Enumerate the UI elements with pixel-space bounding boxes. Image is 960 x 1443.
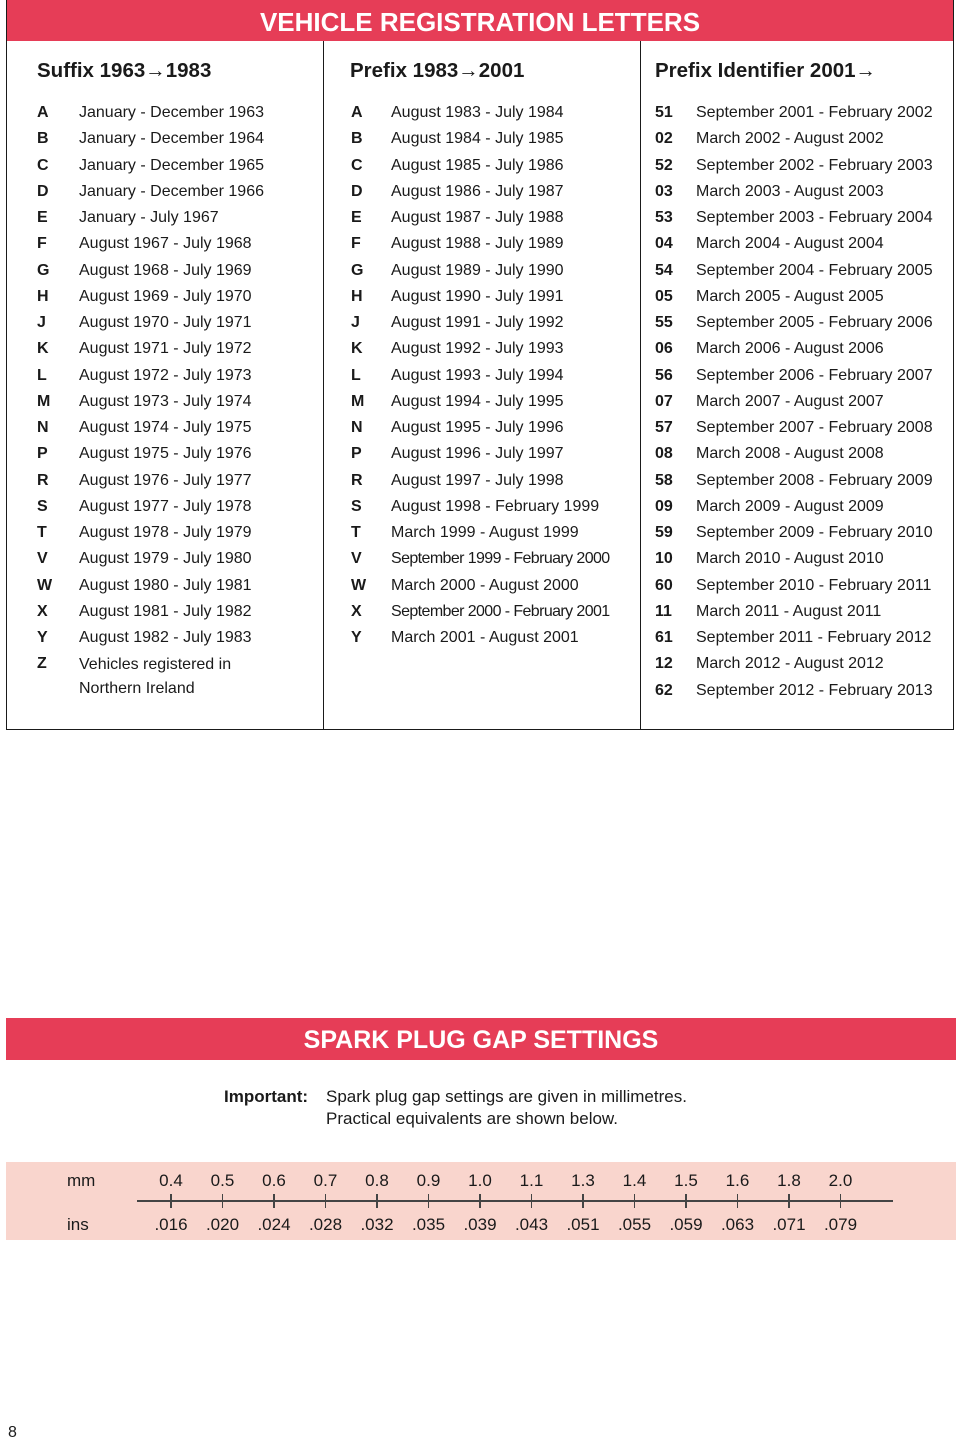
- identifier-code: 10: [655, 550, 673, 568]
- prefix-code: T: [351, 524, 361, 541]
- identifier-date-range: September 2012 - February 2013: [696, 681, 933, 699]
- scale-tick: [376, 1194, 378, 1208]
- mm-value: 0.7: [313, 1171, 338, 1190]
- identifier-date-range: September 2004 - February 2005: [696, 261, 933, 279]
- prefix-row: [324, 524, 641, 550]
- identifier-date-range: March 2008 - August 2008: [696, 445, 884, 463]
- identifier-row: [641, 550, 956, 576]
- suffix-date-range: August 1978 - July 1979: [79, 524, 252, 541]
- identifier-code: 02: [655, 130, 673, 148]
- prefix-date-range: August 1995 - July 1996: [391, 419, 564, 436]
- identifier-rows: [641, 104, 956, 708]
- identifier-code: 61: [655, 629, 673, 646]
- prefix-code: M: [351, 392, 365, 410]
- identifier-date-range: March 2011 - August 2011: [696, 602, 882, 620]
- prefix-row: [324, 419, 641, 445]
- suffix-heading: Suffix 1963→1983: [37, 59, 212, 82]
- prefix-code: L: [351, 366, 361, 384]
- identifier-row: [641, 340, 956, 366]
- prefix-row: [324, 130, 641, 156]
- scale-tick: [788, 1194, 790, 1208]
- identifier-code: 59: [655, 524, 673, 541]
- prefix-date-range: August 1990 - July 1991: [391, 287, 564, 305]
- ins-label: ins: [67, 1215, 89, 1234]
- suffix-row: [7, 340, 323, 366]
- mm-value: 1.6: [725, 1171, 750, 1190]
- gap-scale-line: [137, 1200, 893, 1202]
- prefix-code: Y: [351, 629, 362, 646]
- identifier-row: [641, 577, 956, 603]
- identifier-code: 09: [655, 497, 673, 515]
- prefix-row: [324, 104, 641, 130]
- suffix-code: H: [37, 287, 49, 305]
- prefix-code: E: [351, 209, 362, 226]
- suffix-row: [7, 629, 323, 655]
- ins-value: .028: [308, 1215, 343, 1234]
- identifier-date-range: March 2003 - August 2003: [696, 182, 884, 200]
- suffix-date-range: August 1970 - July 1971: [79, 314, 252, 331]
- suffix-date-range: August 1973 - July 1974: [79, 392, 252, 410]
- suffix-date-range: January - July 1967: [79, 209, 219, 226]
- identifier-code: 52: [655, 156, 673, 174]
- prefix-row: [324, 288, 641, 314]
- scale-tick: [273, 1194, 275, 1208]
- suffix-date-range: August 1977 - July 1978: [79, 497, 252, 515]
- suffix-row: [7, 183, 323, 209]
- scale-tick: [222, 1194, 224, 1208]
- identifier-row: [641, 655, 956, 681]
- ins-value: .043: [514, 1215, 549, 1234]
- identifier-date-range: March 2006 - August 2006: [696, 340, 884, 358]
- identifier-date-range: September 2011 - February 2012: [696, 629, 932, 646]
- identifier-date-range: September 2010 - February 2011: [696, 576, 932, 594]
- ins-value: .071: [772, 1215, 806, 1234]
- suffix-row: [7, 419, 323, 445]
- identifier-date-range: September 2001 - February 2002: [696, 104, 933, 121]
- identifier-row: [641, 235, 956, 261]
- suffix-code: Z: [37, 655, 47, 673]
- prefix-row: [324, 157, 641, 183]
- identifier-date-range: March 2002 - August 2002: [696, 130, 884, 148]
- prefix-heading: Prefix 1983→2001: [350, 59, 525, 82]
- suffix-row: [7, 472, 323, 498]
- suffix-row: [7, 577, 323, 603]
- prefix-date-range: August 1984 - July 1985: [391, 130, 564, 148]
- identifier-code: 04: [655, 235, 673, 253]
- identifier-row: [641, 498, 956, 524]
- identifier-row: [641, 629, 956, 655]
- identifier-row: [641, 603, 956, 629]
- suffix-row: [7, 104, 323, 130]
- identifier-date-range: March 2005 - August 2005: [696, 287, 884, 305]
- mm-value: 1.5: [674, 1171, 698, 1190]
- suffix-row: [7, 235, 323, 261]
- identifier-row: [641, 314, 956, 340]
- suffix-date-range: January - December 1966: [79, 182, 264, 200]
- prefix-code: N: [351, 419, 363, 436]
- suffix-date-range: January - December 1963: [79, 104, 264, 121]
- prefix-code: F: [351, 235, 361, 253]
- prefix-code: K: [351, 340, 363, 358]
- identifier-heading: Prefix Identifier 2001→: [655, 59, 877, 82]
- suffix-date-range: August 1974 - July 1975: [79, 419, 252, 436]
- ins-value: .055: [617, 1215, 652, 1234]
- prefix-row: [324, 629, 641, 655]
- identifier-code: 62: [655, 681, 673, 699]
- identifier-row: [641, 104, 956, 130]
- suffix-date-range: August 1982 - July 1983: [79, 629, 252, 646]
- suffix-row: [7, 262, 323, 288]
- prefix-date-range: August 1987 - July 1988: [391, 209, 564, 226]
- identifier-code: 51: [655, 104, 673, 121]
- prefix-row: [324, 314, 641, 340]
- mm-label: mm: [67, 1171, 96, 1190]
- suffix-date-range: August 1969 - July 1970: [79, 287, 252, 305]
- ins-value: .024: [257, 1215, 291, 1234]
- prefix-code: R: [351, 471, 363, 489]
- prefix-row: [324, 445, 641, 471]
- identifier-date-range: September 2007 - February 2008: [696, 419, 933, 436]
- identifier-date-range: September 2009 - February 2010: [696, 524, 933, 541]
- suffix-rows: [7, 104, 323, 705]
- mm-value: 2.0: [828, 1171, 853, 1190]
- suffix-code: S: [37, 497, 48, 515]
- prefix-code: X: [351, 602, 362, 620]
- suffix-code: A: [37, 104, 49, 121]
- ins-value: .016: [154, 1215, 188, 1234]
- identifier-code: 55: [655, 314, 673, 331]
- prefix-date-range: March 2000 - August 2000: [391, 576, 579, 594]
- important-label: Important:: [224, 1087, 309, 1106]
- identifier-code: 11: [655, 602, 672, 620]
- scale-tick: [325, 1194, 327, 1208]
- prefix-date-range: August 1985 - July 1986: [391, 156, 564, 174]
- suffix-row: [7, 130, 323, 156]
- suffix-date-range: August 1975 - July 1976: [79, 445, 252, 463]
- identifier-row: [641, 209, 956, 235]
- identifier-row: [641, 393, 956, 419]
- suffix-row: [7, 314, 323, 340]
- identifier-date-range: September 2006 - February 2007: [696, 366, 933, 384]
- identifier-date-range: September 2002 - February 2003: [696, 156, 933, 174]
- prefix-code: G: [351, 261, 364, 279]
- identifier-row: [641, 183, 956, 209]
- prefix-row: [324, 472, 641, 498]
- suffix-code: V: [37, 550, 48, 568]
- suffix-date-range: August 1979 - July 1980: [79, 550, 252, 568]
- prefix-code: A: [351, 104, 363, 121]
- suffix-code: C: [37, 156, 49, 174]
- identifier-row: [641, 472, 956, 498]
- suffix-column: [7, 41, 323, 729]
- prefix-row: [324, 498, 641, 524]
- suffix-date-range: Vehicles registered in Northern Ireland: [79, 656, 232, 698]
- prefix-row: [324, 262, 641, 288]
- suffix-date-range: January - December 1965: [79, 156, 264, 174]
- mm-value: 0.9: [416, 1171, 441, 1190]
- identifier-row: [641, 524, 956, 550]
- prefix-date-range: August 1998 - February 1999: [391, 497, 600, 515]
- scale-tick: [479, 1194, 481, 1208]
- mm-value: 1.3: [571, 1171, 595, 1190]
- suffix-date-range: August 1976 - July 1977: [79, 471, 252, 489]
- suffix-row: [7, 367, 323, 393]
- registration-title: VEHICLE REGISTRATION LETTERS: [6, 0, 954, 41]
- mm-value: 1.8: [777, 1171, 801, 1190]
- suffix-code: P: [37, 445, 48, 463]
- suffix-row: [7, 524, 323, 550]
- identifier-row: [641, 288, 956, 314]
- mm-value: 0.5: [210, 1171, 235, 1190]
- prefix-date-range: August 1986 - July 1987: [391, 182, 564, 200]
- prefix-row: [324, 603, 641, 629]
- ins-value: .051: [566, 1215, 600, 1234]
- ins-value: .020: [205, 1215, 240, 1234]
- scale-tick: [428, 1194, 430, 1208]
- ins-value: .059: [669, 1215, 703, 1234]
- prefix-date-range: August 1996 - July 1997: [391, 445, 564, 463]
- suffix-date-range: August 1968 - July 1969: [79, 261, 252, 279]
- suffix-row: [7, 445, 323, 471]
- identifier-date-range: March 2010 - August 2010: [696, 550, 884, 568]
- suffix-row: [7, 655, 323, 705]
- prefix-code: C: [351, 156, 363, 174]
- identifier-code: 08: [655, 445, 673, 463]
- identifier-code: 60: [655, 576, 673, 594]
- identifier-code: 05: [655, 287, 673, 305]
- suffix-row: [7, 157, 323, 183]
- identifier-code: 03: [655, 182, 673, 200]
- suffix-date-range: August 1981 - July 1982: [79, 602, 252, 620]
- identifier-code: 56: [655, 366, 673, 384]
- prefix-code: V: [351, 550, 362, 568]
- mm-value: 1.1: [519, 1171, 544, 1190]
- identifier-row: [641, 445, 956, 471]
- mm-value: 1.0: [468, 1171, 492, 1190]
- prefix-date-range: August 1989 - July 1990: [391, 261, 564, 279]
- scale-tick: [582, 1194, 584, 1208]
- prefix-date-range: August 1983 - July 1984: [391, 104, 564, 121]
- prefix-date-range: March 1999 - August 1999: [391, 524, 579, 541]
- suffix-row: [7, 288, 323, 314]
- suffix-code: D: [37, 182, 49, 200]
- suffix-code: M: [37, 392, 51, 410]
- prefix-row: [324, 340, 641, 366]
- mm-value: 0.4: [159, 1171, 183, 1190]
- registration-table: [6, 0, 954, 730]
- identifier-row: [641, 130, 956, 156]
- prefix-row: [324, 577, 641, 603]
- suffix-code: J: [37, 314, 46, 331]
- prefix-code: W: [351, 576, 367, 594]
- suffix-code: K: [37, 340, 49, 358]
- ins-value: .039: [463, 1215, 497, 1234]
- suffix-date-range: August 1980 - July 1981: [79, 576, 252, 594]
- suffix-row: [7, 603, 323, 629]
- scale-tick: [840, 1194, 842, 1208]
- prefix-rows: [324, 104, 641, 655]
- suffix-date-range: August 1972 - July 1973: [79, 366, 252, 384]
- suffix-date-range: August 1967 - July 1968: [79, 235, 252, 253]
- mm-value: 1.4: [622, 1171, 647, 1190]
- identifier-row: [641, 682, 956, 708]
- prefix-code: P: [351, 445, 362, 463]
- suffix-row: [7, 498, 323, 524]
- suffix-code: W: [37, 576, 53, 594]
- prefix-date-range: August 1988 - July 1989: [391, 235, 564, 253]
- prefix-row: [324, 235, 641, 261]
- suffix-row: [7, 550, 323, 576]
- suffix-code: X: [37, 602, 48, 620]
- identifier-date-range: March 2004 - August 2004: [696, 235, 884, 253]
- suffix-code: Y: [37, 629, 48, 646]
- identifier-date-range: March 2007 - August 2007: [696, 392, 884, 410]
- prefix-date-range: March 2001 - August 2001: [391, 629, 579, 646]
- important-note-line-2: Practical equivalents are shown below.: [326, 1109, 618, 1128]
- suffix-code: B: [37, 130, 49, 148]
- identifier-code: 12: [655, 655, 673, 673]
- suffix-code: F: [37, 235, 47, 253]
- prefix-date-range: September 2000 - February 2001: [391, 602, 610, 620]
- identifier-code: 58: [655, 471, 673, 489]
- identifier-code: 53: [655, 209, 673, 226]
- suffix-row: [7, 393, 323, 419]
- prefix-column: [323, 41, 641, 729]
- important-note-line-1: Spark plug gap settings are given in millimetres.: [326, 1087, 687, 1106]
- suffix-code: R: [37, 471, 49, 489]
- prefix-date-range: August 1993 - July 1994: [391, 366, 564, 384]
- identifier-code: 54: [655, 261, 673, 279]
- prefix-row: [324, 393, 641, 419]
- identifier-code: 06: [655, 340, 673, 358]
- prefix-row: [324, 183, 641, 209]
- suffix-code: N: [37, 419, 49, 436]
- suffix-code: L: [37, 366, 47, 384]
- mm-value: 0.6: [262, 1171, 286, 1190]
- prefix-date-range: August 1994 - July 1995: [391, 392, 564, 410]
- identifier-row: [641, 367, 956, 393]
- page-number: 8: [8, 1424, 17, 1441]
- prefix-date-range: August 1997 - July 1998: [391, 471, 564, 489]
- identifier-row: [641, 157, 956, 183]
- ins-value: .032: [360, 1215, 394, 1234]
- identifier-row: [641, 419, 956, 445]
- prefix-date-range: September 1999 - February 2000: [391, 550, 610, 568]
- suffix-date-range: January - December 1964: [79, 130, 264, 148]
- identifier-date-range: September 2003 - February 2004: [696, 209, 933, 226]
- prefix-row: [324, 367, 641, 393]
- scale-tick: [170, 1194, 172, 1208]
- prefix-date-range: August 1992 - July 1993: [391, 340, 564, 358]
- suffix-code: E: [37, 209, 48, 226]
- suffix-date-range: August 1971 - July 1972: [79, 340, 252, 358]
- identifier-code: 57: [655, 419, 673, 436]
- suffix-code: G: [37, 261, 50, 279]
- prefix-code: S: [351, 497, 362, 515]
- prefix-code: B: [351, 130, 363, 148]
- identifier-date-range: March 2009 - August 2009: [696, 497, 884, 515]
- prefix-code: J: [351, 314, 360, 331]
- scale-tick: [737, 1194, 739, 1208]
- identifier-row: [641, 262, 956, 288]
- identifier-date-range: March 2012 - August 2012: [696, 655, 884, 673]
- prefix-date-range: August 1991 - July 1992: [391, 314, 564, 331]
- identifier-code: 07: [655, 392, 673, 410]
- scale-tick: [685, 1194, 687, 1208]
- prefix-row: [324, 550, 641, 576]
- ins-value: .063: [720, 1215, 755, 1234]
- suffix-code: T: [37, 524, 47, 541]
- identifier-column: [640, 41, 956, 729]
- spark-plug-title: SPARK PLUG GAP SETTINGS: [6, 1018, 956, 1060]
- scale-tick: [634, 1194, 636, 1208]
- prefix-code: D: [351, 182, 363, 200]
- suffix-row: [7, 209, 323, 235]
- prefix-row: [324, 209, 641, 235]
- prefix-code: H: [351, 287, 363, 305]
- identifier-date-range: September 2005 - February 2006: [696, 314, 933, 331]
- mm-value: 0.8: [365, 1171, 389, 1190]
- scale-tick: [531, 1194, 533, 1208]
- ins-value: .079: [823, 1215, 858, 1234]
- ins-value: .035: [411, 1215, 446, 1234]
- identifier-date-range: September 2008 - February 2009: [696, 471, 933, 489]
